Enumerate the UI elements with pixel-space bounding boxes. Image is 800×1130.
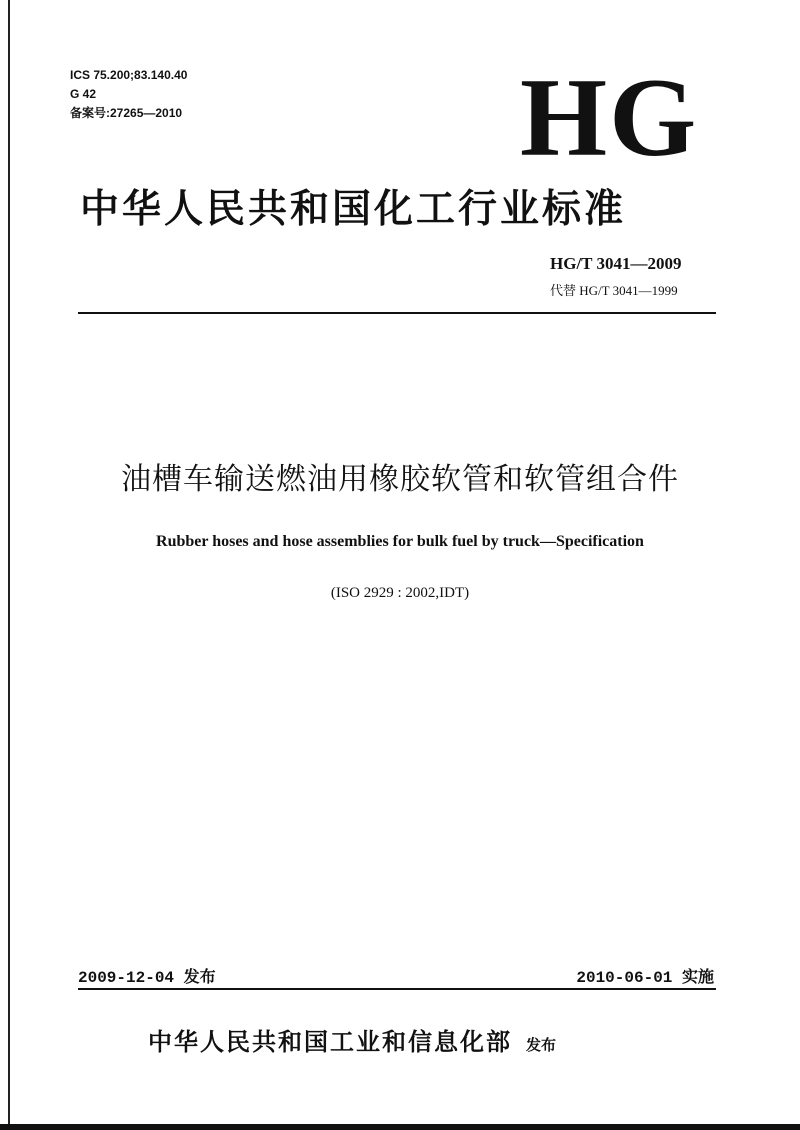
- hg-logo-mark: HG: [520, 56, 699, 180]
- publisher-suffix: 发布: [526, 1036, 557, 1054]
- filing-number: 备案号:27265—2010: [70, 106, 183, 120]
- bottom-divider: [78, 988, 716, 990]
- publisher: [148, 1022, 556, 1057]
- top-divider: [78, 312, 716, 314]
- replaces-standard: 代替 HG/T 3041—1999: [550, 283, 678, 298]
- implementation-date: 2010-06-01 实施: [576, 969, 714, 987]
- industry-standard-title: 中华人民共和国化工行业标准: [80, 186, 627, 232]
- document-title-chinese: 油槽车输送燃油用橡胶软管和软管组合件: [121, 462, 679, 497]
- iso-equivalence: (ISO 2929 : 2002,IDT): [330, 585, 470, 601]
- standard-number: HG/T 3041—2009: [550, 254, 682, 273]
- issue-date: 2009-12-04 发布: [78, 969, 216, 987]
- ics-code: ICS 75.200;83.140.40: [70, 68, 188, 82]
- document-title-english: Rubber hoses and hose assemblies for bulk fuel by truck—Specification: [156, 533, 644, 550]
- ccs-code: G 42: [70, 87, 97, 101]
- classification-block: [70, 66, 187, 123]
- publisher-name: 中华人民共和国工业和信息化部: [148, 1027, 512, 1056]
- scan-edge-left: [8, 0, 10, 1130]
- scan-edge-bottom: [0, 1124, 800, 1130]
